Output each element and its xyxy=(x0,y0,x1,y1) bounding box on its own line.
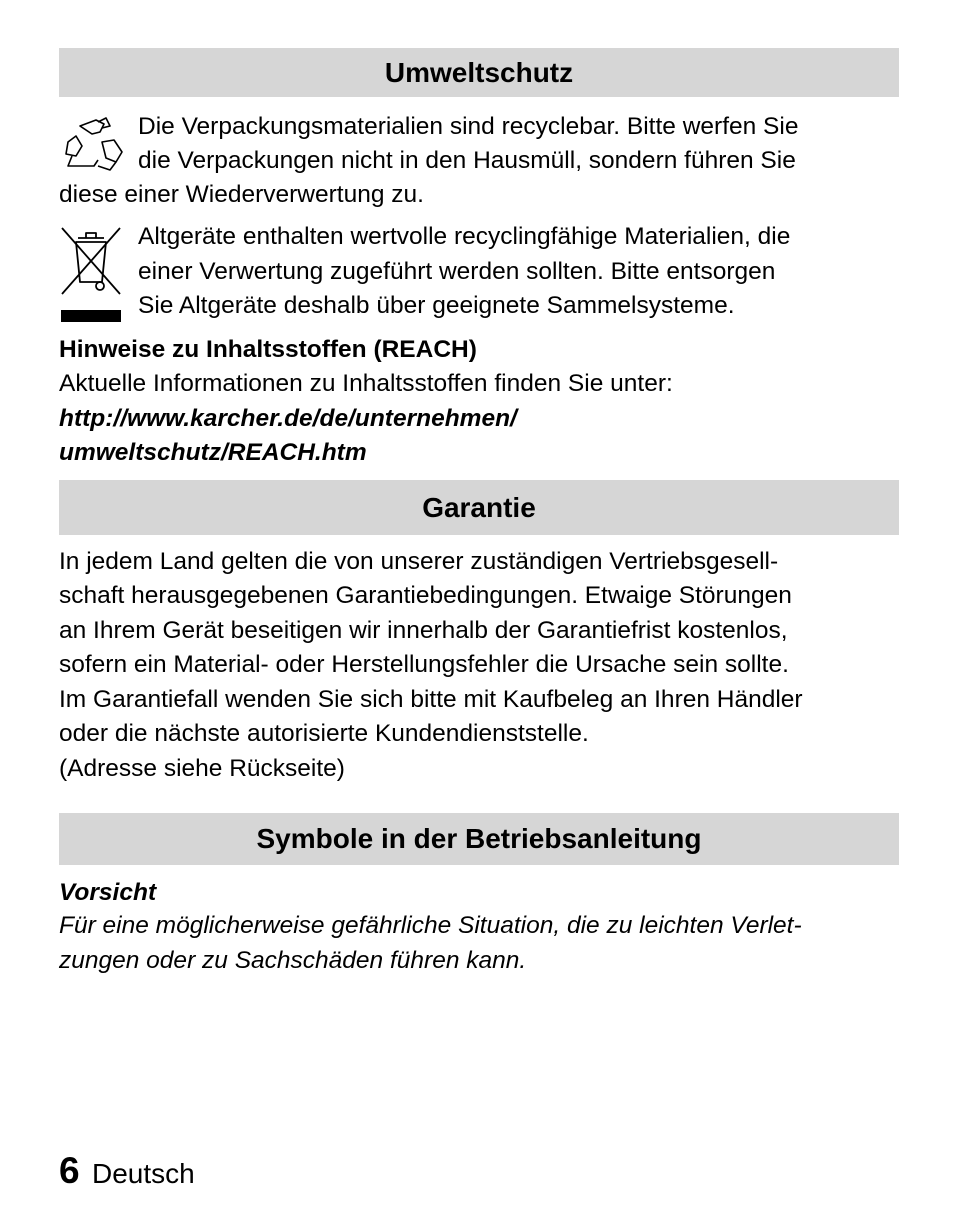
reach-text: Aktuelle Informationen zu Inhaltsstoffen finden Sie unter: xyxy=(59,370,673,397)
recycling-line-2: die Verpackungen nicht in den Hausmüll, sondern führen Sie xyxy=(138,147,796,174)
garantie-line-1: In jedem Land gelten die von unserer zuständigen Vertriebsgesell- xyxy=(59,548,779,575)
vorsicht-heading: Vorsicht xyxy=(59,879,157,906)
recycling-line-1: Die Verpackungsmaterialien sind recyclebar. Bitte werfen Sie xyxy=(138,113,799,140)
reach-link-line-2[interactable]: umweltschutz/REACH.htm xyxy=(59,439,367,466)
section-title: Garantie xyxy=(422,492,536,523)
recycling-line-3: diese einer Wiederverwertung zu. xyxy=(59,181,424,208)
section-header-umweltschutz xyxy=(59,48,899,97)
garantie-line-7: (Adresse siehe Rückseite) xyxy=(59,755,345,782)
garantie-line-3: an Ihrem Gerät beseitigen wir innerhalb der Garantiefrist kostenlos, xyxy=(59,617,788,644)
weee-line-3: Sie Altgeräte deshalb über geeignete Sammelsysteme. xyxy=(138,292,735,319)
garantie-line-4: sofern ein Material- oder Herstellungsfehler die Ursache sein sollte. xyxy=(59,651,789,678)
section-header-garantie xyxy=(59,480,899,535)
weee-line-1: Altgeräte enthalten wertvolle recyclingfähige Materialien, die xyxy=(138,223,791,250)
section-header-symbole xyxy=(59,813,899,865)
reach-link-line-1[interactable]: http://www.karcher.de/de/unternehmen/ xyxy=(59,405,517,432)
vorsicht-line-2: zungen oder zu Sachschäden führen kann. xyxy=(59,947,527,974)
section-title: Umweltschutz xyxy=(384,57,574,88)
section-title: Symbole in der Betriebsanleitung xyxy=(256,823,702,854)
garantie-line-2: schaft herausgegebenen Garantiebedingungen. Etwaige Störungen xyxy=(59,582,792,609)
crossed-out-bin-icon xyxy=(58,224,124,324)
weee-line-2: einer Verwertung zugeführt werden sollten. Bitte entsorgen xyxy=(138,258,776,285)
page-language: Deutsch xyxy=(92,1158,195,1189)
garantie-line-6: oder die nächste autorisierte Kundendienststelle. xyxy=(59,720,589,747)
recycling-icon xyxy=(58,112,126,180)
garantie-line-5: Im Garantiefall wenden Sie sich bitte mit Kaufbeleg an Ihren Händler xyxy=(59,686,803,713)
vorsicht-line-1: Für eine möglicherweise gefährliche Situation, die zu leichten Verlet- xyxy=(59,912,802,939)
page-number: 6 xyxy=(59,1150,80,1191)
reach-heading: Hinweise zu Inhaltsstoffen (REACH) xyxy=(59,336,477,363)
